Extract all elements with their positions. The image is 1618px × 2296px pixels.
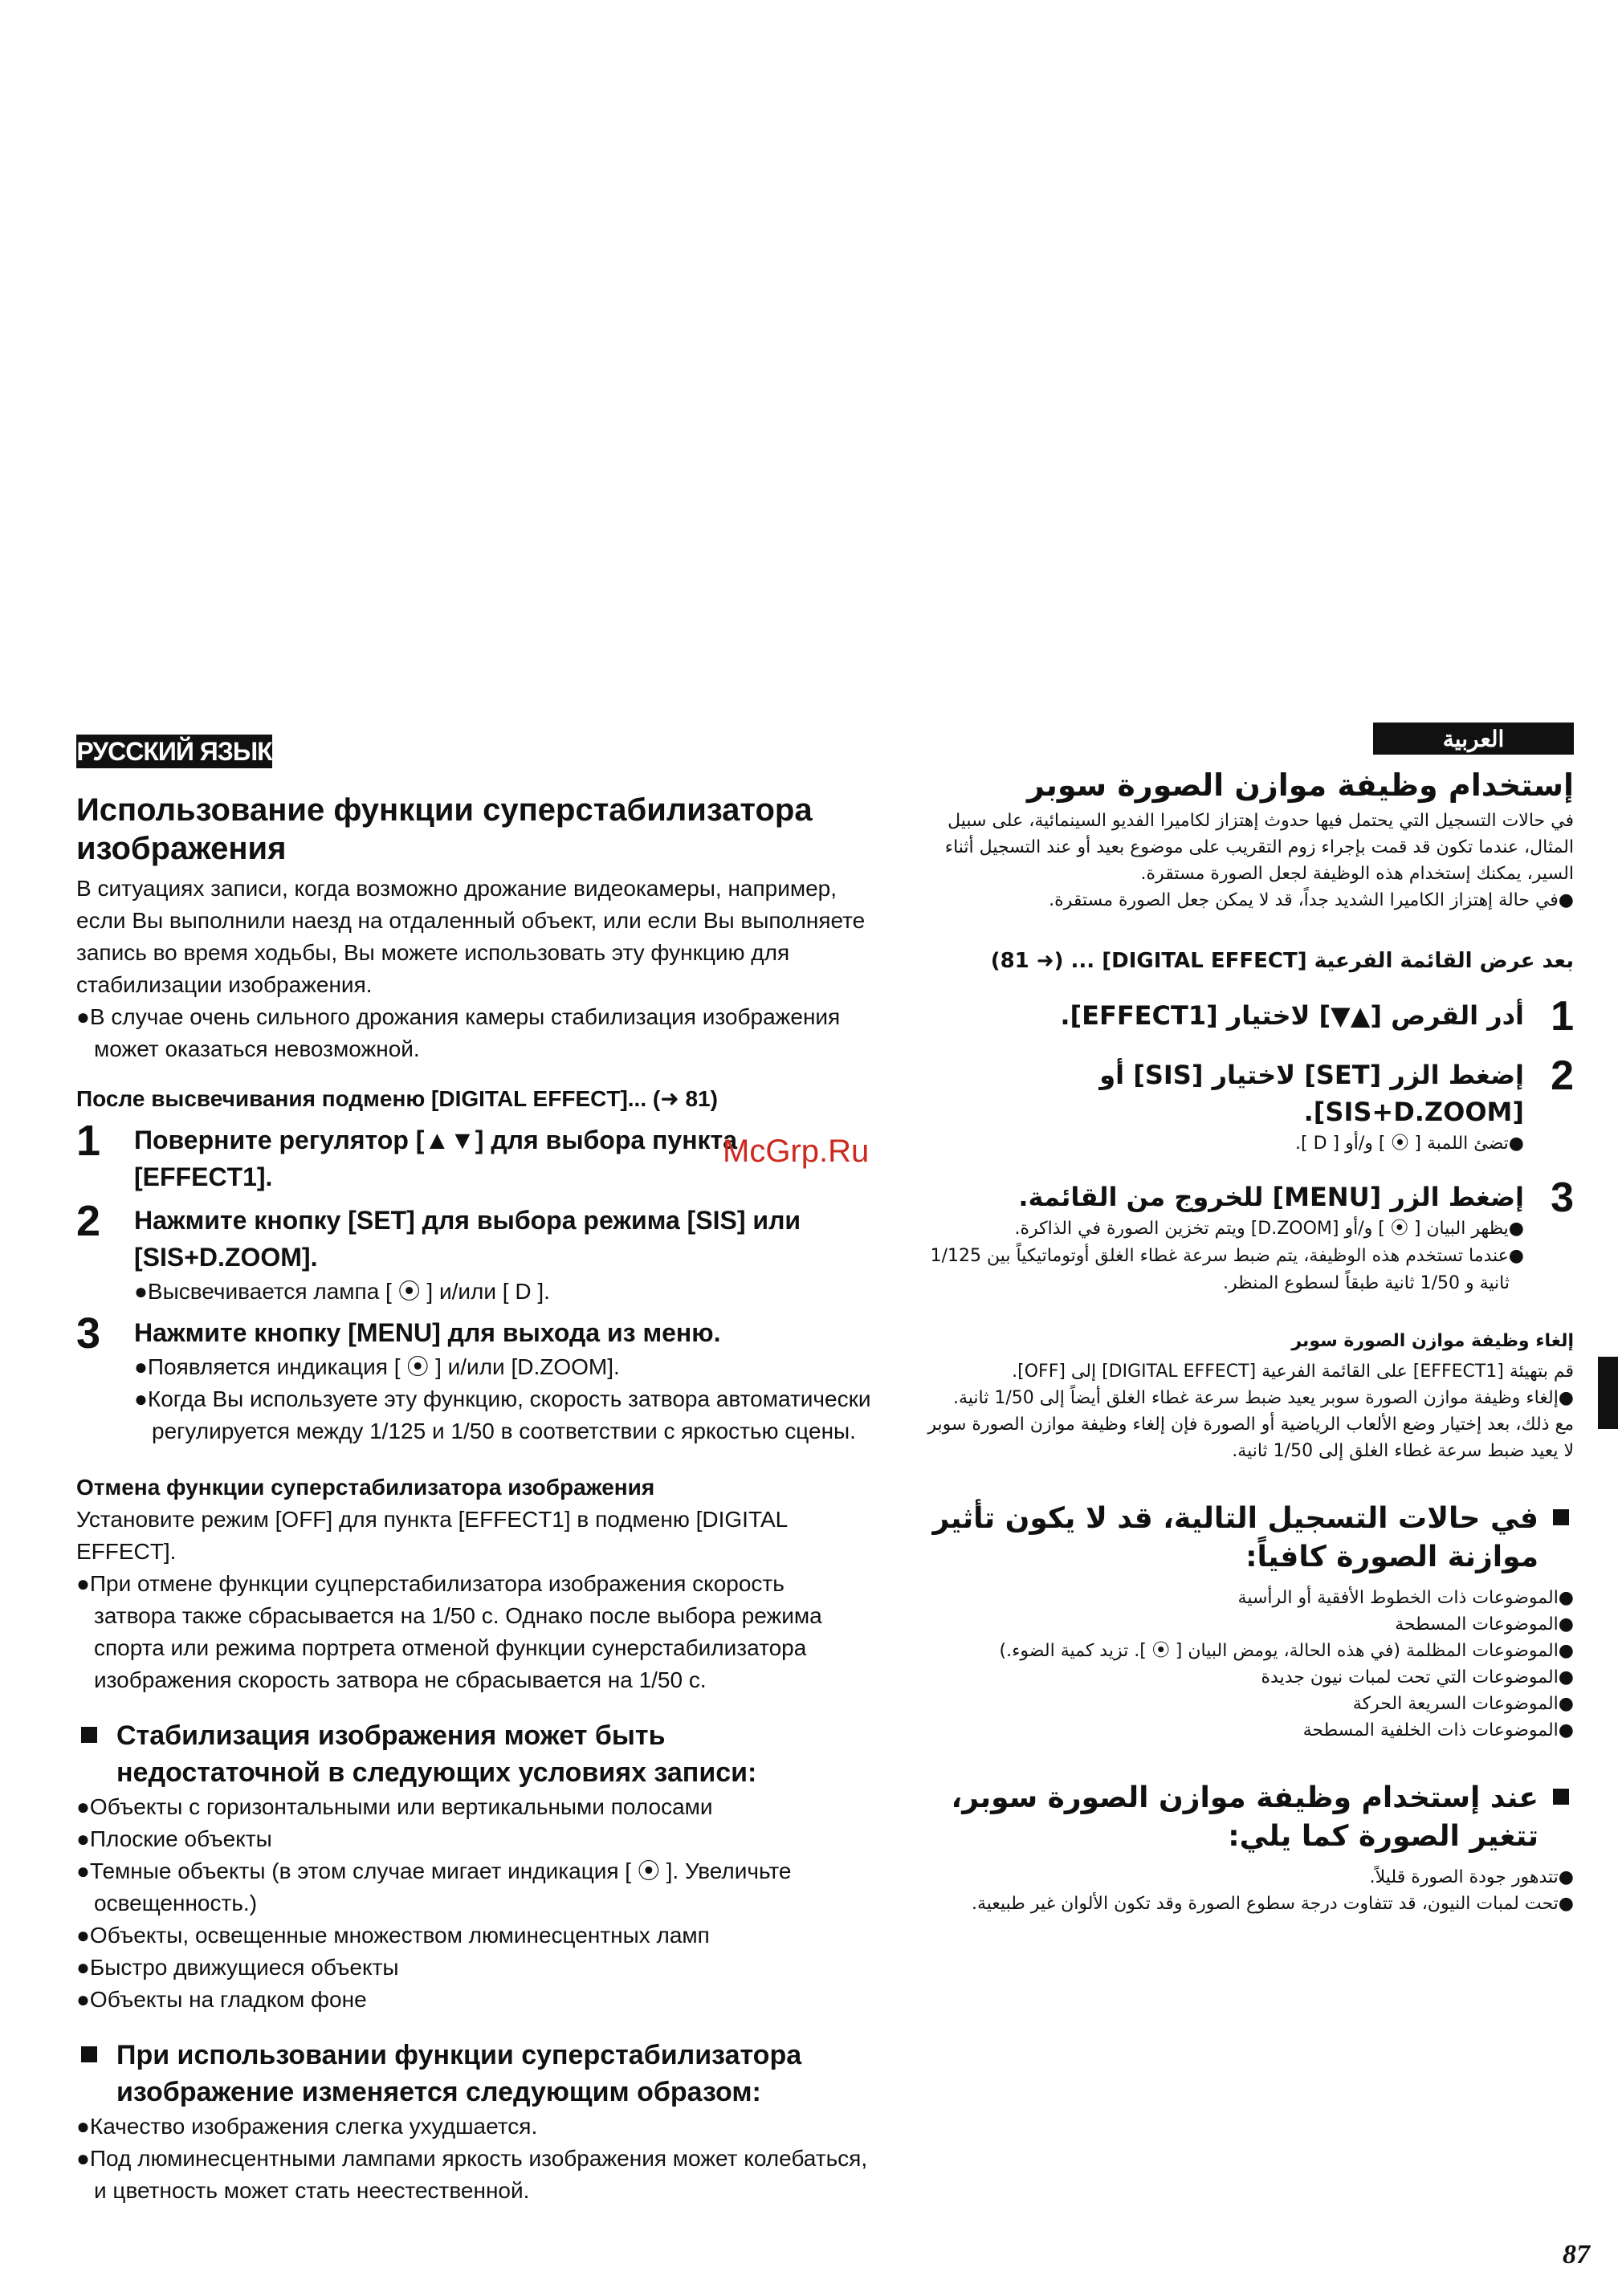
list-item: ●Объекты с горизонтальными или вертикальными полосами [76, 1794, 713, 1819]
watermark: McGrp.Ru [723, 1134, 870, 1169]
section-title: عند إستخدام وظيفة موازن الصورة سوبر، تتغير الصورة كما يلي: [951, 1781, 1539, 1853]
list-item: ●Темные объекты (в этом случае мигает индикация [ ⦿ ]. Увеличьте освещенность.) [76, 1858, 792, 1915]
section-heading-1 [76, 1717, 871, 1791]
section-1-list [923, 1585, 1574, 1744]
intro-note: ●В случае очень сильного дрожания камеры стабилизация изображения может оказаться невозможной. [76, 1004, 841, 1061]
section-heading-1 [923, 1500, 1574, 1577]
language-label-russian: РУССКИЙ ЯЗЫК [76, 735, 272, 768]
square-bullet-icon [81, 1727, 97, 1743]
step-note: ●Высвечивается лампа [ ⦿ ] и/или [ D ]. [134, 1279, 550, 1304]
cancel-heading: إلغاء وظيفة موازن الصورة سوبر [1291, 1331, 1574, 1351]
section-heading-2 [923, 1779, 1574, 1856]
step-number: 1 [1551, 993, 1574, 1040]
step-number: 3 [76, 1309, 101, 1358]
intro-paragraph: في حالات التسجيل التي يحتمل فيها حدوث إهتزاز لكاميرا الفديو السينمائية، على سبيل المثال، عندما تكون قد قمت بإجراء زوم التقريب على موضوع بعيد أو عند التسجيل أثناء السير، يمكنك إستخدام هذه الوظيفة لجعل الصورة مستقرة. [944, 811, 1574, 884]
section-1-list [76, 1791, 871, 2016]
step-text: Нажмите кнопку [SET] для выбора режима [SIS] или [SIS+D.ZOOM]. [134, 1206, 801, 1272]
page-number: 87 [1563, 2240, 1590, 2270]
list-item: ●Быстро движущиеся объекты [76, 1955, 399, 1980]
submenu-heading: بعد عرض القائمة الفرعية [DIGITAL EFFECT] ... (➜ 81) [990, 949, 1574, 973]
step-note: ●Когда Вы используете эту функцию, скорость затвора автоматически регулируется между 1/125 и 1/50 в соответствии с яркостью сцены. [134, 1386, 871, 1443]
list-item: ●Объекты на гладком фоне [76, 1987, 367, 2012]
section-title: При использовании функции суперстабилизатора изображение изменяется следующим образом: [116, 2040, 802, 2107]
submenu-heading: После высвечивания подменю [DIGITAL EFFECT]... (➜ 81) [76, 1086, 718, 1111]
square-bullet-icon [81, 2046, 97, 2062]
list-item: ●الموضوعات ذات الخطوط الأفقية أو الرأسية [1237, 1588, 1574, 1608]
cancel-note-continued: مع ذلك، بعد إختيار وضع الألعاب الرياضية أو الصورة فإن إلغاء وظيفة موازن الصورة سوبر لا يعيد ضبط سرعة غطاء الغلق إلى 1/50 ثانية. [927, 1415, 1574, 1461]
list-item: ●تتدهور جودة الصورة قليلاً. [1369, 1867, 1574, 1887]
arabic-column [923, 723, 1574, 1917]
step-1 [923, 993, 1574, 1040]
language-label-arabic: العربية [1373, 723, 1574, 755]
step-text: إضغط الزر [SET] لاختيار [SIS] أو [SIS+D.ZOOM]. [1099, 1060, 1524, 1127]
step-note: ●عندما تستخدم هذه الوظيفة، يتم ضبط سرعة غطاء الغلق أوتوماتيكياً بين 1/125 ثانية و 1/50 ثانية طبقاً لسطوع المنظر. [930, 1246, 1524, 1293]
side-tab-marker [1598, 1357, 1618, 1429]
section-heading-2 [76, 2037, 871, 2111]
step-note: ●يظهر البيان [ ⦿ ] و/أو [D.ZOOM] ويتم تخزين الصورة في الذاكرة. [1014, 1219, 1524, 1239]
step-text: Поверните регулятор [▲▼] для выбора пункта [EFFECT1]. [134, 1126, 738, 1191]
step-3 [923, 1174, 1574, 1297]
list-item: ●Под люминесцентными лампами яркость изображения может колебаться, и цветность может стать неестественной. [76, 2146, 868, 2203]
list-item: ●Объекты, освещенные множеством люминесцентных ламп [76, 1923, 710, 1948]
section-title: Стабилизация изображения может быть недостаточной в следующих условиях записи: [116, 1720, 757, 1788]
step-note: ●Появляется индикация [ ⦿ ] и/или [D.ZOOM]. [134, 1354, 620, 1379]
russian-column [76, 735, 871, 2207]
step-text: إضغط الزر [MENU] للخروج من القائمة. [1018, 1182, 1524, 1212]
list-item: ●الموضوعات المظلمة (في هذه الحالة، يومض البيان [ ⦿ ]. تزيد كمية الضوء.) [999, 1641, 1574, 1661]
step-3 [76, 1309, 871, 1447]
step-number: 1 [76, 1117, 101, 1165]
cancel-text: قم بتهيئة [EFFECT1] على القائمة الفرعية [DIGITAL EFFECT] إلى [OFF]. [1012, 1362, 1574, 1382]
list-item: ●تحت لمبات النيون، قد تتفاوت درجة سطوع الصورة وقد تكون الألوان غير طبيعية. [971, 1894, 1574, 1914]
step-note: ●تضئ اللمبة [ ⦿ ] و/أو [ D ]. [1295, 1134, 1524, 1154]
list-item: ●Плоские объекты [76, 1826, 272, 1851]
step-text: Нажмите кнопку [MENU] для выхода из меню. [134, 1318, 721, 1347]
section-title: في حالات التسجيل التالية، قد لا يكون تأثير موازنة الصورة كافياً: [932, 1502, 1539, 1573]
list-item: ●الموضوعات التي تحت لمبات نيون جديدة [1261, 1667, 1574, 1687]
page-title-russian: Использование функции суперстабилизатора изображения [76, 792, 813, 866]
list-item: ●الموضوعات المسطحة [1395, 1614, 1574, 1634]
cancel-note: ●إلغاء وظيفة موازن الصورة سوبر يعيد ضبط سرعة غطاء الغلق أيضاً إلى 1/50 ثانية. [952, 1388, 1574, 1408]
list-item: ●الموضوعات السريعة الحركة [1352, 1694, 1574, 1714]
list-item: ●الموضوعات ذات الخلفية المسطحة [1302, 1720, 1574, 1740]
intro-note: ●في حالة إهتزاز الكاميرا الشديد جداً، قد لا يمكن جعل الصورة مستقرة. [1049, 890, 1574, 910]
step-text: أدر القرص [▲▼] لاختيار [EFFECT1]. [1060, 1000, 1524, 1031]
step-number: 3 [1551, 1174, 1574, 1221]
step-number: 2 [76, 1197, 101, 1245]
intro-paragraph: В ситуациях записи, когда возможно дрожание видеокамеры, например, если Вы выполнили наезд на отдаленный объект, или если Вы выполняете запись во время ходьбы, Вы можете использовать эту функцию для стабилизации изображения. [76, 876, 866, 997]
square-bullet-icon [1553, 1789, 1569, 1805]
section-2-list [76, 2111, 871, 2207]
section-2-list [923, 1864, 1574, 1917]
cancel-note: ●При отмене функции суцперстабилизатора изображения скорость затвора также сбрасывается на 1/50 с. Однако после выбора режима спорта или режима портрета отменой функции сунерстабилизатора изображения скорость затвора не сбрасывается на 1/50 с. [76, 1571, 822, 1692]
cancel-text: Установите режим [OFF] для пункта [EFFECT1] в подменю [DIGITAL EFFECT]. [76, 1507, 788, 1564]
list-item: ●Качество изображения слегка ухудшается. [76, 2114, 538, 2139]
step-2 [923, 1052, 1574, 1158]
step-number: 2 [1551, 1052, 1574, 1099]
square-bullet-icon [1553, 1509, 1569, 1525]
step-2 [76, 1197, 871, 1308]
page-title-arabic: إستخدام وظيفة موازن الصورة سوبر [1026, 767, 1574, 803]
cancel-heading: Отмена функции суперстабилизатора изображения [76, 1475, 655, 1500]
